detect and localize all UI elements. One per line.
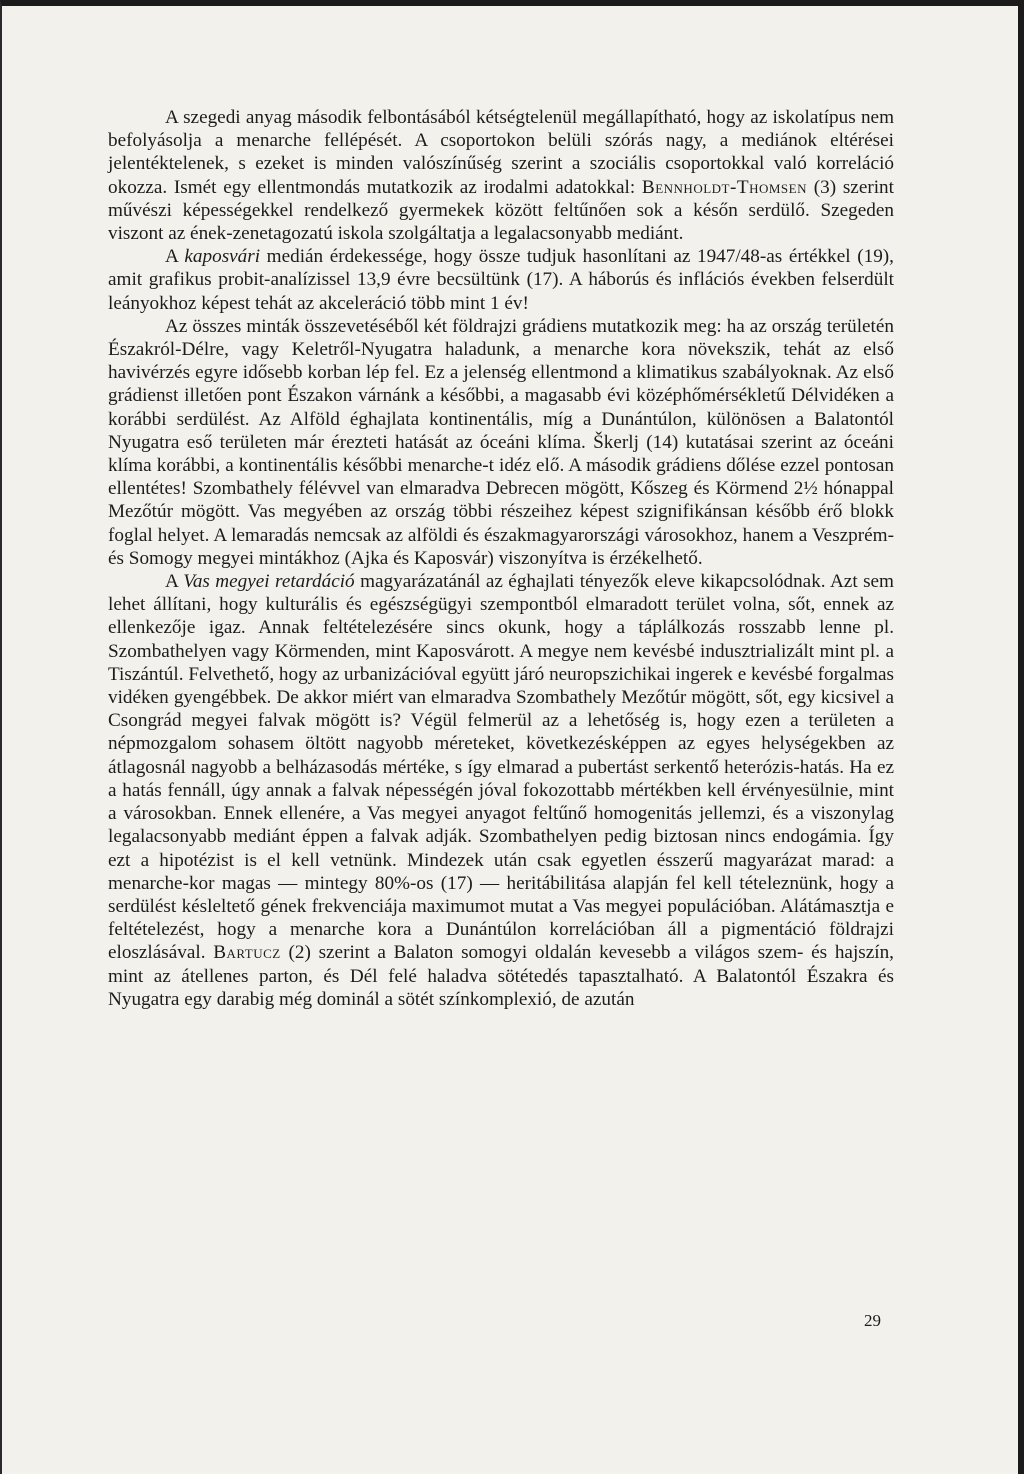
author-name: Bartucz — [213, 942, 281, 964]
body-text — [108, 106, 894, 1011]
page-number: 29 — [864, 1311, 881, 1330]
paragraph-4-start: A — [165, 571, 184, 593]
paragraph-1 — [108, 106, 894, 245]
italic-term: Vas megyei retardáció — [183, 571, 355, 593]
paragraph-4-rest: magyarázatánál az éghajlati tényezők eleve kikapcsolódnak. Azt sem lehet állítani, hogy kulturális és egészségügyi szempontból elmaradott terület volna, sőt, ennek az ellenkezője igaz. Annak feltételezésére sincs okunk, hogy a táplálkozás rosszabb lenne pl. Szombathelyen vagy Körmenden, mint Kaposvárott. A megye nem kevésbé indusztrializált mint pl. a Tiszántúl. Felvethető, hogy az urbanizációval együtt járó neuropszichikai ingerek e kevésbé forgalmas vidéken gyengébbek. De akkor miért van elmaradva Szombathely Mezőtúr mögött, sőt, egy kicsivel a Csongrád megyei falvak mögött is? Végül felmerül az a lehetőség is, hogy ezen a területen a népmozgalom sohasem öltött nagyobb méreteket, következésképpen az egyes helységekben az átlagosnál nagyobb a belházasodás mértéke, s így elmarad a pubertást serkentő heterózis-hatás. Ha ez a hatás fennáll, úgy annak a falvak népességén jóval fokozottabb mértékben kell érvényesülnie, mint a városokban. Ennek ellenére, a Vas megyei anyagot feltűnő homogenitás jellemzi, és a viszonylag legalacsonyabb mediánt éppen a falvak adják. Szombathelyen pedig biztosan nincs endogámia. Így ezt a hipotézist is el kell vetnünk. Mindezek után csak egyetlen ésszerű magyarázat marad: a menarche-kor magas — mintegy 80%-os (17) — heritábilitása alapján fel kell tételeznünk, hogy a serdülést késleltető gének frekvenciája maximumot mutat a Vas megyei populációban. Alátámasztja e feltételezést, hogy a menarche kora a Dunántúlon korrelációban áll a pigmentáció földrajzi eloszlásával. — [108, 571, 894, 964]
paragraph-4-end: (2) szerint a Balaton somogyi oldalán kevesebb a világos szem- és hajszín, mint az átellenes parton, és Dél felé haladva sötétedés tapasztalható. A Balatontól Északra és Nyugatra egy darabig még dominál a sötét színkomplexió, de azután — [108, 942, 894, 1010]
italic-term: kaposvári — [184, 246, 261, 268]
paragraph-4 — [108, 570, 894, 1011]
paragraph-2 — [108, 245, 894, 315]
paragraph-2-start: A — [165, 246, 185, 268]
author-name: Bennholdt-Thomsen — [641, 176, 807, 198]
paragraph-1-rest: (3) szerint művészi képességekkel rendelkező gyermekek között feltűnően sok a későn serdülő. Szegeden viszont az ének-zenetagozatú iskola szolgáltatja a legalacsonyabb mediánt. — [108, 176, 894, 245]
paragraph-3: Az összes minták összevetéséből két földrajzi grádiens mutatkozik meg: ha az ország területén Északról-Délre, vagy Keletről-Nyugatra haladunk, a menarche kora növekszik, tehát az első havivérzés egyre idősebb korban lép fel. Ez a jelenség ellentmond a klimatikus szabályoknak. Az első grádienst illetően pont Északon várnánk a későbbi, a magasabb évi középhőmérsékletű Délvidéken a korábbi serdülést. Az Alföld éghajlata kontinentális, míg a Dunántúlon, különösen a Balatontól Nyugatra eső területen már érezteti hatását az óceáni klíma. Škerlj (14) kutatásai szerint az óceáni klíma korábbi, a kontinentális későbbi menarche-t idéz elő. A második grádiens dőlése ezzel pontosan ellentétes! Szombathely félévvel van elmaradva Debrecen mögött, Kőszeg és Körmend 2½ hónappal Mezőtúr mögött. Vas megyében az ország többi részeihez képest szignifikánsan később érő blokk foglal helyet. A lemaradás nemcsak az alföldi és északmagyarországi városokhoz, hanem a Veszprém- és Somogy megyei mintákhoz (Ajka és Kaposvár) viszonyítva is érzékelhető. — [108, 315, 894, 569]
paragraph-2-rest: medián érdekessége, hogy össze tudjuk hasonlítani az 1947/48-as értékkel (19), amit grafikus probit-analízissel 13,9 évre becsültünk (17). A háborús és inflációs években felserdült leányokhoz képest tehát az akceleráció több mint 1 év! — [108, 246, 894, 314]
paragraph-1-text: A szegedi anyag második felbontásából kétségtelenül megállapítható, hogy az iskolatípus nem befolyásolja a menarche fellépését. A csoportokon belüli szórás nagy, a mediánok eltérései jelentéktelenek, s ezeket is minden valószínűség szerint a szociális csoportokkal való korreláció okozza. Ismét egy ellentmondás mutatkozik az irodalmi adatokkal: — [108, 107, 894, 198]
